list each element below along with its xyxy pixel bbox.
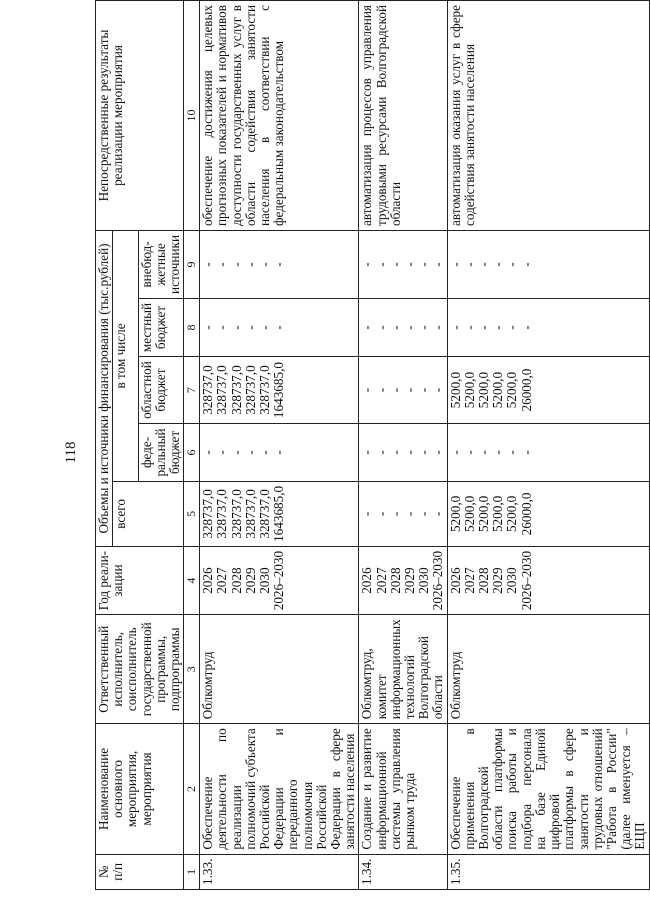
- regional-value: -: [373, 387, 389, 393]
- extra-value: -: [402, 262, 418, 267]
- column-number: 2: [184, 724, 200, 854]
- row-number: 1.35.: [447, 854, 649, 889]
- regional-value: 5200,0: [476, 371, 492, 409]
- regional-value: 328737,0: [242, 365, 258, 415]
- total-value-cell: [447, 481, 649, 546]
- extra-value: -: [476, 262, 492, 267]
- local-value: -: [214, 325, 230, 330]
- extra-value: -: [214, 262, 230, 267]
- extra-value: -: [504, 262, 520, 267]
- federal-value-cell: [359, 424, 447, 482]
- regional-value: -: [387, 387, 403, 393]
- year-value-cell: [200, 546, 359, 614]
- total-value-cell: [359, 481, 447, 546]
- table-row: [359, 1, 447, 890]
- year-value: 2027: [373, 567, 389, 594]
- local-value: -: [387, 325, 403, 330]
- federal-value: -: [242, 450, 258, 455]
- page-number: 118: [63, 441, 79, 464]
- total-value: 5200,0: [476, 495, 492, 533]
- extra-value-cell: [200, 231, 359, 299]
- extra-value-cell: [359, 231, 447, 299]
- executor: Облкомтруд, комитет информационных технологий Волгоградской области: [359, 615, 447, 724]
- table-row: [447, 1, 649, 890]
- direct-result: обеспечение достижения целевых прогнозных показателей и нормативов доступности государственных услуг в области содействия занятости населения в соответствии с федеральным законодательством: [200, 1, 359, 231]
- local-value: -: [476, 325, 492, 330]
- regional-value: 5200,0: [447, 371, 463, 409]
- federal-value: -: [476, 450, 492, 455]
- year-value: 2026–2030: [271, 550, 287, 611]
- executor: Облкомтруд: [447, 615, 649, 724]
- federal-value: -: [490, 450, 506, 455]
- header-total: всего: [113, 481, 184, 546]
- total-value: 328737,0: [257, 489, 273, 539]
- local-value-cell: [200, 298, 359, 356]
- total-value: 5200,0: [490, 495, 506, 533]
- total-value: 328737,0: [242, 489, 258, 539]
- local-value-cell: [359, 298, 447, 356]
- column-number: 6: [184, 424, 200, 482]
- regional-value: 5200,0: [490, 371, 506, 409]
- column-number: 1: [184, 854, 200, 889]
- column-number: 4: [184, 546, 200, 614]
- header-year: Год реали- зации: [96, 546, 184, 614]
- column-number: 7: [184, 357, 200, 424]
- regional-value: 5200,0: [504, 371, 520, 409]
- header-federal: феде- ральный бюджет: [138, 424, 184, 482]
- local-value-cell: [447, 298, 649, 356]
- year-value: 2028: [387, 567, 403, 594]
- regional-value: 328737,0: [228, 365, 244, 415]
- total-value: -: [402, 511, 418, 517]
- federal-value: -: [504, 450, 520, 455]
- federal-value-cell: [200, 424, 359, 482]
- local-value: -: [200, 325, 216, 330]
- column-number: 3: [184, 615, 200, 724]
- year-value: 2030: [257, 567, 273, 594]
- federal-value: -: [373, 450, 389, 455]
- federal-value: -: [271, 450, 287, 455]
- total-value-cell: [200, 481, 359, 546]
- year-value: 2026–2030: [430, 550, 446, 611]
- header-num: № п/п: [96, 854, 184, 889]
- regional-value: -: [402, 387, 418, 393]
- federal-value: -: [228, 450, 244, 455]
- federal-value: -: [257, 450, 273, 455]
- row-number: 1.33.: [200, 854, 359, 889]
- local-value: -: [257, 325, 273, 330]
- column-number: 5: [184, 481, 200, 546]
- extra-value: -: [271, 262, 287, 267]
- total-value: -: [359, 511, 375, 517]
- federal-value: -: [200, 450, 216, 455]
- local-value: -: [402, 325, 418, 330]
- column-number: 8: [184, 298, 200, 356]
- regional-value: -: [416, 387, 432, 393]
- regional-value: 26000,0: [518, 368, 534, 412]
- extra-value: -: [373, 262, 389, 267]
- extra-value: -: [490, 262, 506, 267]
- header-local: местный бюджет: [138, 298, 184, 356]
- extra-value: -: [200, 262, 216, 267]
- year-value: 2026: [359, 567, 375, 594]
- local-value: -: [461, 325, 477, 330]
- local-value: -: [504, 325, 520, 330]
- federal-value: -: [402, 450, 418, 455]
- regional-value: 328737,0: [200, 365, 216, 415]
- year-value: 2029: [490, 567, 506, 594]
- program-table: [95, 0, 650, 890]
- direct-result: автоматизация оказания услуг в сфере содействия занятости населения: [447, 1, 649, 231]
- local-value: -: [242, 325, 258, 330]
- regional-value: -: [430, 387, 446, 393]
- row-number: 1.34.: [359, 854, 447, 889]
- federal-value: -: [461, 450, 477, 455]
- local-value: -: [490, 325, 506, 330]
- extra-value: -: [430, 262, 446, 267]
- regional-value: -: [359, 387, 375, 393]
- header-extra: внебюд- жетные источники: [138, 231, 184, 299]
- extra-value: -: [257, 262, 273, 267]
- total-value: -: [373, 511, 389, 517]
- total-value: 1643685,0: [271, 485, 287, 542]
- header-name: Наименование основного мероприятия, мероприятия: [96, 724, 184, 854]
- regional-value: 1643685,0: [271, 362, 287, 419]
- local-value: -: [228, 325, 244, 330]
- local-value: -: [447, 325, 463, 330]
- year-value: 2029: [402, 567, 418, 594]
- total-value: -: [430, 511, 446, 517]
- regional-value-cell: [359, 357, 447, 424]
- total-value: 328737,0: [228, 489, 244, 539]
- federal-value: -: [214, 450, 230, 455]
- extra-value: -: [518, 262, 534, 267]
- federal-value: -: [359, 450, 375, 455]
- header-executor: Ответственный исполнитель, соисполнитель государственной программы, подпрограммы: [96, 615, 184, 724]
- total-value: -: [416, 511, 432, 517]
- header-financing: Объемы и источники финансирования (тыс.рублей): [96, 231, 113, 547]
- extra-value: -: [387, 262, 403, 267]
- column-number: 9: [184, 231, 200, 299]
- federal-value-cell: [447, 424, 649, 482]
- year-value: 2026–2030: [518, 550, 534, 611]
- column-number-row: [184, 1, 200, 890]
- measure-name: Обеспечение деятельности по реализации полномочий субъекта Российской Федерации и переданного полномочия Российской Федерации в сфере занятости населения: [200, 724, 359, 854]
- header-results: Непосредственные результаты реализации мероприятия: [96, 1, 184, 231]
- local-value: -: [373, 325, 389, 330]
- year-value: 2029: [242, 567, 258, 594]
- federal-value: -: [416, 450, 432, 455]
- regional-value: 328737,0: [214, 365, 230, 415]
- column-number: 10: [184, 1, 200, 231]
- year-value: 2027: [214, 567, 230, 594]
- federal-value: -: [387, 450, 403, 455]
- total-value: -: [387, 511, 403, 517]
- total-value: 5200,0: [461, 495, 477, 533]
- extra-value: -: [447, 262, 463, 267]
- year-value-cell: [359, 546, 447, 614]
- local-value: -: [359, 325, 375, 330]
- local-value: -: [416, 325, 432, 330]
- federal-value: -: [518, 450, 534, 455]
- year-value-cell: [447, 546, 649, 614]
- regional-value-cell: [200, 357, 359, 424]
- direct-result: автоматизация процессов управления трудовыми ресурсами Волгоградской области: [359, 1, 447, 231]
- year-value: 2026: [200, 567, 216, 594]
- federal-value: -: [447, 450, 463, 455]
- extra-value: -: [461, 262, 477, 267]
- regional-value: 5200,0: [461, 371, 477, 409]
- year-value: 2028: [476, 567, 492, 594]
- measure-name: Обеспечение применения в Волгоградской области платформы поиска работы и подбора персонала на базе Единой цифровой платформы в сфере занятости и трудовых отношений "Работа в России" (далее именуется – ЕЦП: [447, 724, 649, 854]
- extra-value: -: [359, 262, 375, 267]
- total-value: 5200,0: [447, 495, 463, 533]
- regional-value: 328737,0: [257, 365, 273, 415]
- local-value: -: [430, 325, 446, 330]
- header-including: в том числе: [113, 231, 138, 482]
- extra-value-cell: [447, 231, 649, 299]
- year-value: 2030: [416, 567, 432, 594]
- measure-name: Создание и развитие информационной системы управления рынком труда: [359, 724, 447, 854]
- regional-value-cell: [447, 357, 649, 424]
- local-value: -: [271, 325, 287, 330]
- year-value: 2026: [447, 567, 463, 594]
- extra-value: -: [416, 262, 432, 267]
- total-value: 328737,0: [200, 489, 216, 539]
- table-row: [200, 1, 359, 890]
- year-value: 2030: [504, 567, 520, 594]
- year-value: 2027: [461, 567, 477, 594]
- local-value: -: [518, 325, 534, 330]
- total-value: 5200,0: [504, 495, 520, 533]
- header-regional: областной бюджет: [138, 357, 184, 424]
- federal-value: -: [430, 450, 446, 455]
- total-value: 328737,0: [214, 489, 230, 539]
- extra-value: -: [228, 262, 244, 267]
- extra-value: -: [242, 262, 258, 267]
- year-value: 2028: [228, 567, 244, 594]
- table-body: [200, 1, 649, 890]
- total-value: 26000,0: [518, 492, 534, 536]
- executor: Облкомтруд: [200, 615, 359, 724]
